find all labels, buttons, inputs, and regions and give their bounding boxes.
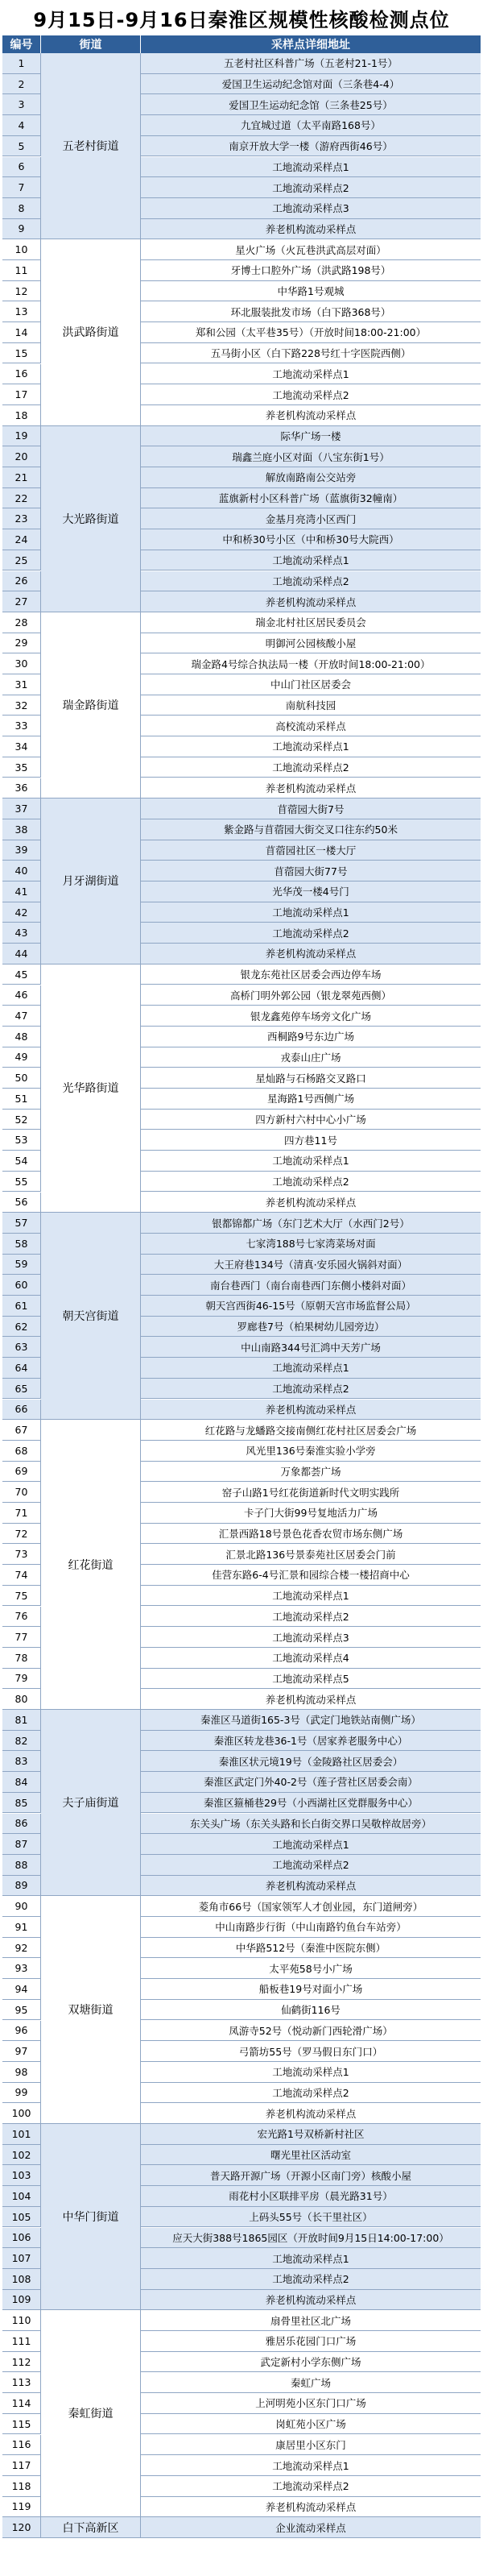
row-number: 80 (2, 1689, 41, 1709)
row-address: 中华路512号（秦淮中医院东侧） (235, 1942, 386, 1955)
row-address: 郑和公园（太平巷35号）（开放时间18:00-21:00） (195, 326, 427, 339)
row-number: 23 (2, 508, 41, 529)
row-address: 弓箭坊55号（罗马假日东门口） (238, 2045, 383, 2058)
street-name: 洪武路街道 (41, 239, 141, 425)
row-address: 工地流动采样点3 (272, 202, 349, 215)
row-address: 星海路1号西侧广场 (267, 1093, 354, 1105)
row-address: 工地流动采样点1 (272, 2066, 349, 2079)
row-address: 红花路与龙蟠路交接南侧红花村社区居委会广场 (204, 1424, 417, 1437)
row-address: 秦淮区转龙巷36-1号（居家养老服务中心） (213, 1735, 408, 1748)
row-address: 工地流动采样点2 (272, 761, 349, 774)
row-number: 1 (2, 53, 41, 73)
row-number: 6 (2, 157, 41, 177)
row-number: 104 (2, 2186, 41, 2206)
row-address: 明御河公园核酸小屋 (265, 637, 357, 649)
street-name: 瑞金路街道 (41, 612, 141, 799)
row-address: 工地流动采样点1 (272, 160, 349, 173)
row-number: 21 (2, 467, 41, 487)
row-address: 银龙鑫苑停车场旁文化广场 (250, 1010, 371, 1023)
row-address: 工地流动采样点1 (272, 2252, 349, 2265)
row-address: 工地流动采样点1 (272, 367, 349, 380)
row-address: 瑞金路4号综合执法局一楼（开放时间18:00-21:00） (191, 657, 431, 670)
row-address: 秦淮区武定门外40-2号（莲子营社区居委会南） (204, 1776, 418, 1789)
row-number: 90 (2, 1896, 41, 1916)
row-number: 94 (2, 1979, 41, 1999)
street-name: 朝天宫街道 (41, 1213, 141, 1420)
street-name: 大光路街道 (41, 426, 141, 612)
row-number: 47 (2, 1006, 41, 1026)
row-address: 南航科技园 (285, 699, 336, 712)
row-address: 雅居乐花园门口广场 (265, 2335, 357, 2348)
row-number: 46 (2, 985, 41, 1006)
row-number: 52 (2, 1110, 41, 1130)
row-number: 9 (2, 219, 41, 239)
row-number: 31 (2, 674, 41, 695)
row-address: 工地流动采样点1 (272, 2459, 349, 2472)
row-address: 瑞金北村社区居民委员会 (255, 616, 366, 629)
row-number: 61 (2, 1296, 41, 1316)
row-number: 99 (2, 2083, 41, 2103)
row-number: 81 (2, 1710, 41, 1730)
row-address: 窑子山路1号红花街道新时代文明实践所 (221, 1486, 400, 1499)
row-address: 蓝旗新村小区科普广场（蓝旗街32幢南） (218, 492, 403, 505)
row-number: 79 (2, 1669, 41, 1689)
row-number: 107 (2, 2248, 41, 2268)
row-address: 工地流动采样点2 (272, 1859, 349, 1872)
row-address: 工地流动采样点1 (272, 1590, 349, 1603)
row-address: 养老机构流动采样点 (265, 1196, 357, 1209)
row-number: 78 (2, 1648, 41, 1668)
row-number: 10 (2, 239, 41, 259)
row-number: 29 (2, 633, 41, 653)
row-number: 91 (2, 1917, 41, 1937)
row-number: 118 (2, 2476, 41, 2496)
row-address: 中和桥30号小区（中和桥30号大院西） (222, 533, 399, 546)
row-address: 养老机构流动采样点 (265, 595, 357, 608)
row-number: 45 (2, 964, 41, 985)
row-number: 113 (2, 2372, 41, 2392)
row-number: 16 (2, 364, 41, 384)
row-address: 秦淮区马道街165-3号（武定门地铁站南侧广场） (200, 1714, 421, 1727)
row-address: 上码头55号（长干里社区） (249, 2211, 373, 2224)
row-number: 30 (2, 653, 41, 674)
row-address: 工地流动采样点2 (272, 388, 349, 401)
row-number: 34 (2, 736, 41, 757)
row-number: 119 (2, 2497, 41, 2517)
row-address: 养老机构流动采样点 (265, 2500, 357, 2513)
row-address: 菱角市66号（国家领军人才创业园，东门道闸旁） (198, 1900, 423, 1913)
row-address: 工地流动采样点5 (272, 1672, 349, 1685)
row-address: 戎泰山庄广场 (280, 1051, 341, 1064)
row-number: 5 (2, 136, 41, 156)
row-address: 养老机构流动采样点 (265, 948, 357, 960)
row-number: 108 (2, 2269, 41, 2289)
street-name: 双塘街道 (41, 1896, 141, 2124)
row-address: 秦虹广场 (290, 2376, 331, 2389)
header-num: 编号 (2, 35, 41, 53)
row-number: 109 (2, 2290, 41, 2310)
row-address: 雨花村小区联排平房（晨光路31号） (229, 2190, 393, 2203)
row-number: 33 (2, 716, 41, 736)
row-address: 五老村社区科普广场（五老村21-1号） (224, 57, 398, 70)
row-address: 养老机构流动采样点 (265, 222, 357, 235)
row-number: 55 (2, 1172, 41, 1192)
row-number: 36 (2, 778, 41, 799)
row-number: 57 (2, 1213, 41, 1233)
row-address: 东关头广场（东关头路和长白街交界口吴敬梓故居旁） (189, 1817, 431, 1830)
row-number: 87 (2, 1834, 41, 1854)
row-number: 11 (2, 260, 41, 280)
row-address: 养老机构流动采样点 (265, 2107, 357, 2120)
row-address: 环北服装批发市场（白下路368号） (230, 305, 391, 318)
row-number: 96 (2, 2021, 41, 2041)
row-number: 27 (2, 591, 41, 612)
row-address: 解放南路南公交站旁 (265, 471, 357, 484)
street-name: 红花街道 (41, 1420, 141, 1710)
row-address: 中华路1号观城 (277, 285, 345, 298)
row-address: 工地流动采样点2 (272, 181, 349, 194)
row-address: 凤游寺52号（悦动新门西轮滑广场） (229, 2024, 393, 2037)
row-number: 32 (2, 695, 41, 716)
row-address: 岗虹苑小区广场 (275, 2418, 346, 2431)
row-number: 88 (2, 1855, 41, 1875)
row-address: 星灿路与石杨路交叉路口 (255, 1072, 366, 1085)
row-number: 111 (2, 2331, 41, 2351)
row-number: 56 (2, 1193, 41, 1213)
row-address: 工地流动采样点3 (272, 1631, 349, 1644)
row-number: 35 (2, 757, 41, 778)
row-number: 101 (2, 2124, 41, 2144)
row-address: 中山南路步行街（中山南路钓鱼台车站旁） (215, 1921, 407, 1934)
row-number: 3 (2, 94, 41, 114)
row-number: 60 (2, 1275, 41, 1295)
row-address: 西桐路9号东边广场 (267, 1031, 354, 1043)
row-address: 南京开放大学一楼（游府西街46号） (229, 140, 393, 153)
row-address: 南台巷西门（南台南巷西门东侧小楼斜对面） (209, 1279, 411, 1292)
row-number: 49 (2, 1047, 41, 1068)
row-number: 110 (2, 2310, 41, 2330)
row-number: 89 (2, 1876, 41, 1896)
row-address: 工地流动采样点2 (272, 2273, 349, 2286)
row-address: 上河明苑小区东门口广场 (255, 2397, 366, 2410)
row-address: 银都锦都广场（东门艺术大厅（水西门2号） (212, 1217, 410, 1230)
row-address: 工地流动采样点2 (272, 575, 349, 587)
row-number: 114 (2, 2393, 41, 2413)
row-address: 罗廊巷7号（柏果树幼儿园旁边） (237, 1321, 385, 1334)
row-number: 72 (2, 1524, 41, 1544)
row-number: 39 (2, 840, 41, 861)
row-address: 工地流动采样点2 (272, 2480, 349, 2493)
row-number: 85 (2, 1793, 41, 1813)
row-address: 紫金路与苜蓿园大街交叉口往东约50米 (224, 823, 398, 836)
row-number: 103 (2, 2165, 41, 2185)
row-number: 71 (2, 1503, 41, 1523)
row-number: 58 (2, 1234, 41, 1254)
row-address: 企业流动采样点 (275, 2521, 346, 2534)
row-address: 工地流动采样点1 (272, 554, 349, 567)
row-address: 秦淮区箍桶巷29号（小西湖社区党群服务中心） (204, 1797, 418, 1810)
street-name: 月牙湖街道 (41, 799, 141, 964)
row-number: 84 (2, 1772, 41, 1792)
row-number: 43 (2, 923, 41, 943)
row-number: 92 (2, 1938, 41, 1958)
row-address: 应天大街388号1865园区（开放时间9月15日14:00-17:00） (172, 2231, 449, 2244)
row-address: 工地流动采样点1 (272, 906, 349, 919)
row-number: 2 (2, 74, 41, 94)
row-address: 中山门社区居委会 (270, 678, 351, 691)
row-address: 太平苑58号小广场 (269, 1962, 353, 1975)
row-address: 养老机构流动采样点 (265, 1403, 357, 1416)
row-address: 汇景西路18号景色花香农贸市场东侧广场 (218, 1528, 403, 1541)
row-number: 25 (2, 550, 41, 570)
row-address: 工地流动采样点4 (272, 1652, 349, 1665)
row-address: 爱国卫生运动纪念馆（三条巷25号） (229, 98, 393, 111)
row-number: 66 (2, 1400, 41, 1420)
row-address: 工地流动采样点2 (272, 1610, 349, 1623)
row-number: 116 (2, 2435, 41, 2455)
row-address: 爱国卫生运动纪念馆对面（三条巷4-4） (221, 78, 400, 91)
row-address: 大王府巷134号（清真·安乐园火锅斜对面） (213, 1258, 408, 1271)
row-number: 17 (2, 384, 41, 404)
street-name: 中华门街道 (41, 2124, 141, 2310)
row-number: 86 (2, 1814, 41, 1834)
row-number: 42 (2, 902, 41, 923)
row-address: 九宜城过道（太平南路168号） (241, 119, 381, 132)
row-address: 武定新村小学东侧广场 (260, 2356, 361, 2369)
row-number: 20 (2, 446, 41, 467)
row-number: 106 (2, 2228, 41, 2248)
row-address: 工地流动采样点2 (272, 1383, 349, 1396)
row-number: 22 (2, 488, 41, 508)
row-address: 光华茂一楼4号门 (272, 886, 349, 898)
header-street: 街道 (41, 35, 141, 53)
row-number: 68 (2, 1441, 41, 1461)
row-number: 102 (2, 2145, 41, 2165)
street-name: 秦虹街道 (41, 2310, 141, 2517)
row-address: 牙博士口腔外广场（洪武路198号） (230, 264, 391, 277)
row-number: 50 (2, 1068, 41, 1088)
row-address: 汇景北路136号景泰苑社区居委会门前 (225, 1548, 396, 1561)
row-address: 工地流动采样点2 (272, 2086, 349, 2099)
row-address: 普天路开源广场（开源小区南门旁）核酸小屋 (209, 2169, 411, 2182)
row-address: 苜蓿园社区一楼大厅 (265, 844, 357, 857)
row-address: 银龙东苑社区居委会西边停车场 (240, 969, 382, 981)
row-address: 际华广场一楼 (280, 429, 341, 442)
row-number: 70 (2, 1482, 41, 1502)
street-name: 白下高新区 (41, 2517, 141, 2538)
row-address: 曙光里社区活动室 (270, 2149, 351, 2162)
row-number: 4 (2, 115, 41, 135)
row-number: 115 (2, 2414, 41, 2434)
row-number: 44 (2, 944, 41, 964)
row-number: 59 (2, 1255, 41, 1275)
row-address: 朝天宫西街46-15号（原朝天宫市场监督公局） (205, 1300, 416, 1313)
row-address: 养老机构流动采样点 (265, 1693, 357, 1706)
row-number: 93 (2, 1958, 41, 1978)
row-address: 养老机构流动采样点 (265, 2293, 357, 2306)
row-number: 48 (2, 1027, 41, 1047)
sampling-sites-table (2, 35, 481, 2573)
row-address: 养老机构流动采样点 (265, 782, 357, 794)
row-address: 佳营东路6-4号汇景和园综合楼一楼招商中心 (212, 1569, 410, 1582)
row-address: 四方新村六村中心小广场 (255, 1114, 366, 1126)
row-number: 62 (2, 1317, 41, 1337)
row-address: 扇骨里社区北广场 (270, 2314, 351, 2327)
row-number: 75 (2, 1586, 41, 1606)
row-address: 工地流动采样点2 (272, 927, 349, 940)
row-number: 8 (2, 198, 41, 218)
row-address: 风光里136号秦淮实验小学旁 (246, 1445, 376, 1458)
row-number: 117 (2, 2455, 41, 2475)
row-number: 95 (2, 2000, 41, 2020)
row-address: 养老机构流动采样点 (265, 1879, 357, 1892)
street-name: 五老村街道 (41, 53, 141, 239)
row-number: 26 (2, 571, 41, 591)
street-name: 夫子庙街道 (41, 1710, 141, 1896)
page-title: 9月15日-9月16日秦淮区规模性核酸检测点位 (33, 8, 450, 31)
row-address: 工地流动采样点1 (272, 1362, 349, 1375)
row-number: 82 (2, 1731, 41, 1751)
row-address: 秦淮区状元境19号（金陵路社区居委会） (218, 1755, 403, 1768)
row-address: 高桥门明外郭公园（银龙翠苑西侧） (229, 989, 391, 1002)
title-area (0, 0, 483, 35)
row-number: 112 (2, 2352, 41, 2372)
row-number: 69 (2, 1462, 41, 1482)
row-number: 54 (2, 1151, 41, 1171)
row-number: 63 (2, 1337, 41, 1357)
row-number: 24 (2, 529, 41, 550)
row-number: 83 (2, 1751, 41, 1771)
row-number: 76 (2, 1607, 41, 1627)
row-address: 工地流动采样点1 (272, 1838, 349, 1851)
row-number: 100 (2, 2103, 41, 2123)
row-address: 金基月亮湾小区西门 (265, 512, 357, 525)
row-number: 74 (2, 1565, 41, 1585)
row-number: 51 (2, 1089, 41, 1109)
row-number: 97 (2, 2041, 41, 2061)
row-number: 40 (2, 861, 41, 881)
row-address: 瑞鑫兰庭小区对面（八宝东街1号） (232, 450, 390, 463)
row-number: 13 (2, 301, 41, 321)
row-number: 67 (2, 1420, 41, 1440)
row-address: 苜蓿园大街77号 (274, 865, 348, 877)
row-address: 工地流动采样点1 (272, 1155, 349, 1168)
row-address: 七家湾188号七家湾菜场对面 (246, 1238, 376, 1251)
row-address: 万象都荟广场 (280, 1465, 341, 1478)
row-address: 五马街小区（白下路228号红十字医院西侧） (210, 347, 411, 360)
row-address: 养老机构流动采样点 (265, 409, 357, 422)
row-address: 宏光路1号双桥新村社区 (257, 2128, 365, 2141)
row-number: 73 (2, 1544, 41, 1564)
row-number: 64 (2, 1358, 41, 1378)
row-address: 高校流动采样点 (275, 720, 346, 732)
row-address: 工地流动采样点2 (272, 1176, 349, 1188)
row-number: 120 (2, 2517, 41, 2537)
row-number: 38 (2, 819, 41, 840)
row-number: 18 (2, 405, 41, 425)
row-number: 77 (2, 1627, 41, 1647)
header-address: 采样点详细地址 (141, 35, 481, 53)
row-address: 船板巷19号对面小广场 (258, 1983, 363, 1996)
row-address: 仙鹤街116号 (281, 2004, 341, 2017)
row-number: 12 (2, 281, 41, 301)
row-number: 53 (2, 1130, 41, 1150)
row-number: 7 (2, 177, 41, 197)
row-address: 四方巷11号 (284, 1134, 337, 1147)
row-number: 15 (2, 343, 41, 363)
row-number: 28 (2, 612, 41, 633)
row-address: 康居里小区东门 (275, 2438, 346, 2451)
row-address: 苜蓿园大街7号 (277, 803, 345, 815)
row-address: 中山南路344号汇鸿中天芳广场 (241, 1341, 381, 1354)
row-address: 卡子门大街99号复地活力广场 (244, 1507, 378, 1520)
row-address: 工地流动采样点1 (272, 740, 349, 753)
row-number: 98 (2, 2062, 41, 2082)
row-number: 14 (2, 322, 41, 342)
row-number: 41 (2, 881, 41, 902)
row-number: 19 (2, 426, 41, 446)
row-address: 星火广场（火瓦巷洪武高层对面） (235, 243, 386, 256)
row-number: 105 (2, 2207, 41, 2227)
row-number: 37 (2, 799, 41, 819)
row-number: 65 (2, 1379, 41, 1399)
street-name: 光华路街道 (41, 964, 141, 1213)
